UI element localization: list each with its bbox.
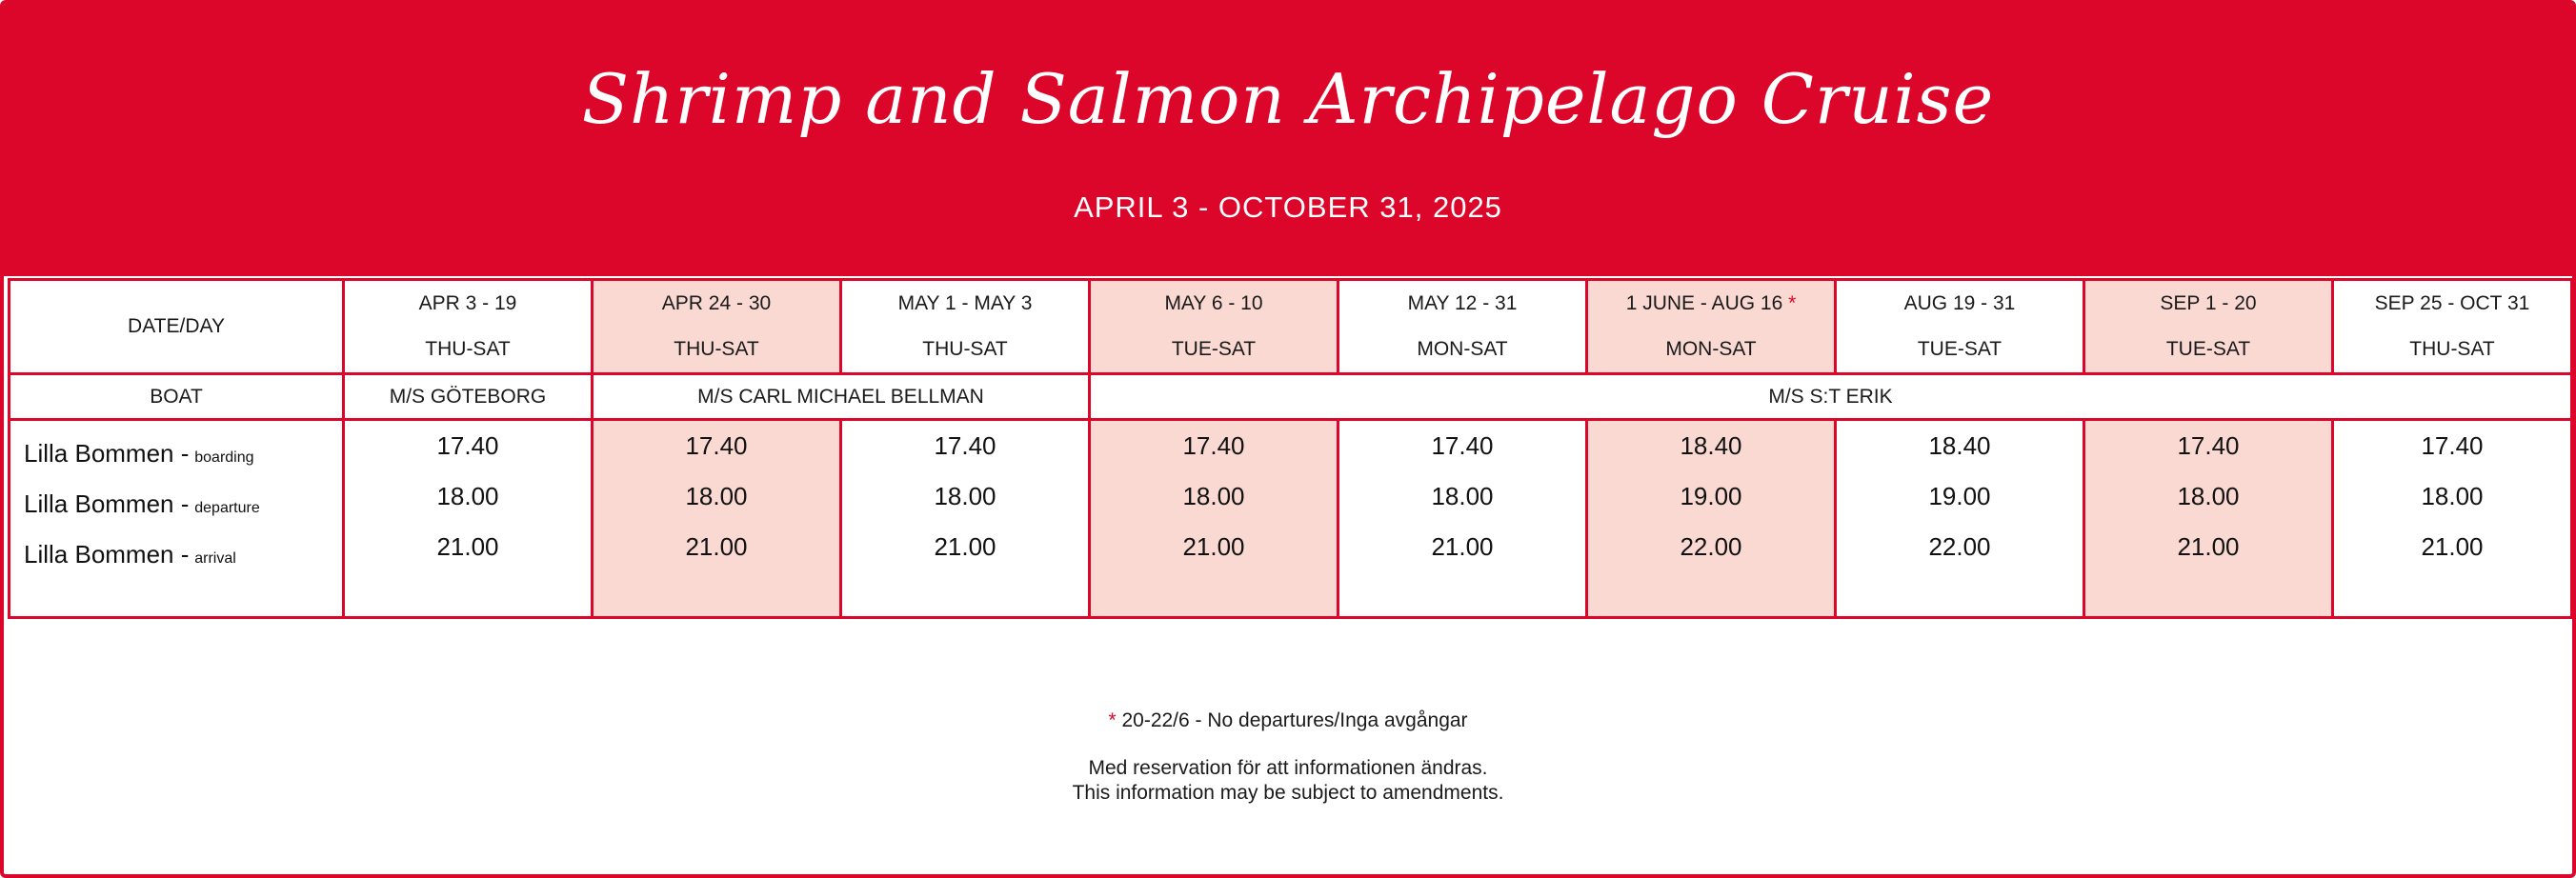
- station-event: boarding: [194, 449, 254, 466]
- disclaimer-english: This information may be subject to amendments.: [1072, 782, 1504, 804]
- boarding-time: 17.40: [934, 431, 996, 460]
- station-name: Lilla Bommen -: [24, 489, 190, 518]
- time-column: [344, 420, 593, 618]
- departure-time: 18.00: [436, 482, 499, 510]
- boat-name: M/S S:T ERIK: [1090, 374, 2572, 420]
- arrival-time: 21.00: [2421, 532, 2484, 561]
- boat-label: BOAT: [10, 374, 344, 420]
- time-column: [841, 420, 1090, 618]
- time-column: [2084, 420, 2333, 618]
- date-day-label: DATE/DAY: [10, 280, 344, 374]
- cruise-title: Shrimp and Salmon Archipelago Cruise: [581, 59, 1995, 139]
- departure-time: 18.00: [1182, 482, 1245, 510]
- period-header-row: [10, 280, 2572, 374]
- arrival-time: 21.00: [436, 532, 499, 561]
- boarding-time: 17.40: [2177, 431, 2240, 460]
- period-header: [1338, 280, 1587, 374]
- period-days: TUE-SAT: [1917, 338, 2002, 360]
- period-days: THU-SAT: [2409, 338, 2495, 360]
- departure-time: 18.00: [2421, 482, 2484, 510]
- footnote-marker: *: [1788, 292, 1797, 314]
- station-event: departure: [194, 500, 260, 516]
- period-dates: MAY 12 - 31: [1407, 292, 1518, 314]
- departure-note-text: 20-22/6 - No departures/Inga avgångar: [1121, 709, 1468, 731]
- period-dates: SEP 1 - 20: [2160, 292, 2257, 314]
- period-dates-with-note: [1588, 281, 1834, 327]
- period-dates: 1 JUNE - AUG 16: [1625, 292, 1783, 314]
- times-row: [10, 420, 2572, 618]
- period-days: MON-SAT: [1417, 338, 1508, 360]
- time-column: [1338, 420, 1587, 618]
- period-days: MON-SAT: [1665, 338, 1757, 360]
- timetable: [8, 278, 2573, 619]
- departure-note: [4, 708, 2572, 733]
- station-list: [10, 420, 344, 618]
- period-dates: APR 24 - 30: [661, 292, 772, 314]
- boarding-time: 18.40: [1680, 431, 1742, 460]
- period-header: [1836, 280, 2084, 374]
- station-row: [24, 429, 342, 479]
- period-days: THU-SAT: [922, 338, 1008, 360]
- period-dates: APR 3 - 19: [418, 292, 517, 314]
- period-header: [1090, 280, 1338, 374]
- station-name: Lilla Bommen -: [24, 540, 190, 569]
- boarding-time: 17.40: [1431, 431, 1494, 460]
- time-column: [1587, 420, 1836, 618]
- time-column: [2333, 420, 2572, 618]
- arrival-time: 21.00: [1182, 532, 1245, 561]
- station-row: [24, 479, 342, 529]
- departure-time: 18.00: [2177, 482, 2240, 510]
- arrival-time: 21.00: [685, 532, 748, 561]
- period-days: TUE-SAT: [1171, 338, 1257, 360]
- arrival-time: 22.00: [1928, 532, 1991, 561]
- arrival-time: 21.00: [1431, 532, 1494, 561]
- departure-time: 19.00: [1928, 482, 1991, 510]
- time-column: [1090, 420, 1338, 618]
- period-header: [2333, 280, 2572, 374]
- period-days: TUE-SAT: [2165, 338, 2251, 360]
- header-banner: [4, 4, 2572, 276]
- period-days: THU-SAT: [425, 338, 511, 360]
- footer-notes: [4, 708, 2572, 806]
- period-dates: AUG 19 - 31: [1903, 292, 2016, 314]
- departure-time: 18.00: [685, 482, 748, 510]
- time-column: [593, 420, 841, 618]
- boarding-time: 17.40: [436, 431, 499, 460]
- period-header: [593, 280, 841, 374]
- station-name: Lilla Bommen -: [24, 439, 190, 468]
- time-column: [1836, 420, 2084, 618]
- departure-time: 18.00: [934, 482, 996, 510]
- station-row: [24, 529, 342, 580]
- period-days: THU-SAT: [674, 338, 759, 360]
- period-header: [2084, 280, 2333, 374]
- station-event: arrival: [194, 550, 236, 567]
- period-dates: MAY 1 - MAY 3: [897, 292, 1033, 314]
- boat-name: M/S GÖTEBORG: [344, 374, 593, 420]
- disclaimer-swedish: Med reservation för att informationen ändras.: [1088, 757, 1488, 779]
- arrival-time: 22.00: [1680, 532, 1742, 561]
- period-header: [344, 280, 593, 374]
- boarding-time: 18.40: [1928, 431, 1991, 460]
- boat-row: [10, 374, 2572, 420]
- season-dates: APRIL 3 - OCTOBER 31, 2025: [1074, 190, 1502, 224]
- period-dates: MAY 6 - 10: [1164, 292, 1263, 314]
- period-header: [841, 280, 1090, 374]
- period-dates: SEP 25 - OCT 31: [2374, 292, 2530, 314]
- footnote-marker: *: [1108, 709, 1117, 731]
- boarding-time: 17.40: [1182, 431, 1245, 460]
- boarding-time: 17.40: [2421, 431, 2484, 460]
- boat-name: M/S CARL MICHAEL BELLMAN: [593, 374, 1090, 420]
- arrival-time: 21.00: [934, 532, 996, 561]
- boarding-time: 17.40: [685, 431, 748, 460]
- departure-time: 19.00: [1680, 482, 1742, 510]
- departure-time: 18.00: [1431, 482, 1494, 510]
- period-header: [1587, 280, 1836, 374]
- arrival-time: 21.00: [2177, 532, 2240, 561]
